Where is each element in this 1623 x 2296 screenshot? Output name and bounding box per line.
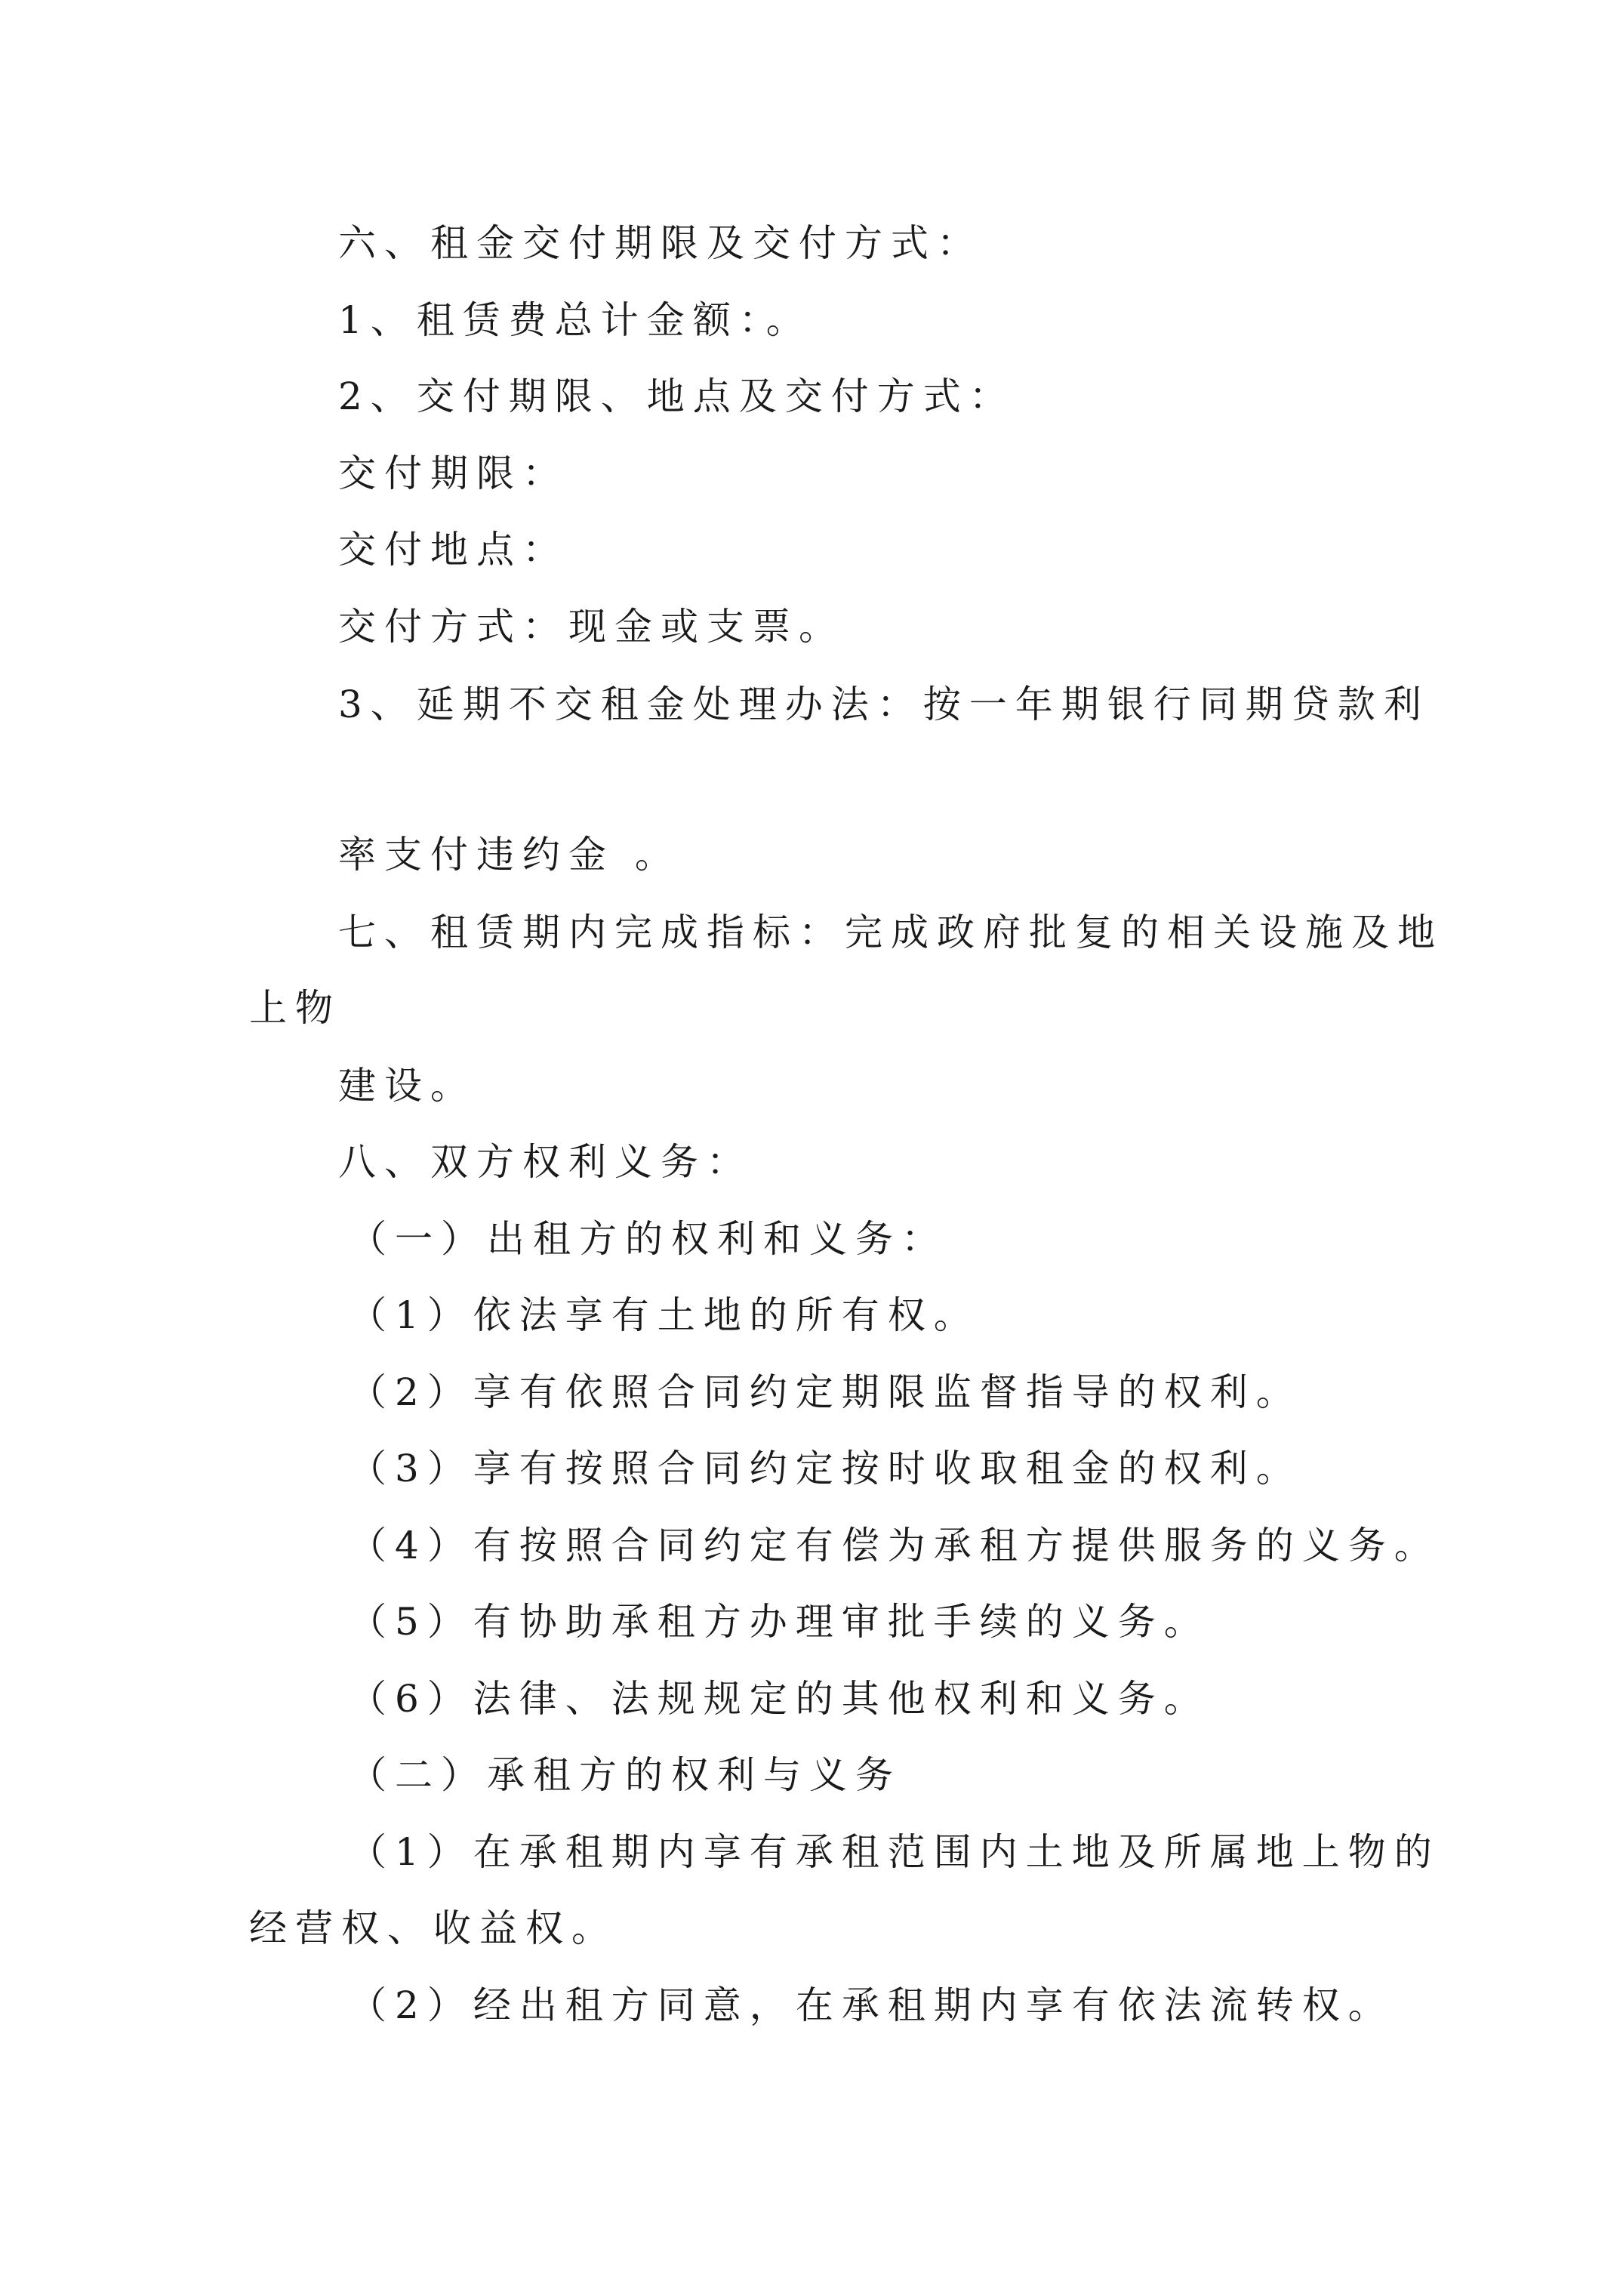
lessor-item-5: （5）有协助承租方办理审批手续的义务。 — [349, 1600, 1210, 1644]
section-7-cont-2: 建设。 — [338, 1064, 476, 1108]
lessor-rights-heading: （一）出租方的权利和义务： — [349, 1217, 947, 1261]
section-8-heading: 八、双方权利义务： — [338, 1140, 753, 1184]
payment-deadline: 交付期限： — [338, 451, 568, 495]
late-payment-clause-cont: 率支付违约金 。 — [338, 833, 681, 877]
section-7-cont: 上物 — [249, 986, 341, 1030]
lessor-item-4: （4）有按照合同约定有偿为承租方提供服务的义务。 — [349, 1524, 1440, 1567]
section-6-heading: 六、租金交付期限及交付方式： — [338, 221, 983, 265]
lessee-item-2: （2）经出租方同意，在承租期内享有依法流转权。 — [349, 1983, 1394, 2027]
lessee-rights-heading: （二）承租方的权利与义务 — [349, 1753, 901, 1797]
lessor-item-1: （1）依法享有土地的所有权。 — [349, 1293, 980, 1337]
late-payment-clause: 3、延期不交租金处理办法：按一年期银行同期贷款利 — [338, 683, 1430, 726]
section-7-heading: 七、租赁期内完成指标：完成政府批复的相关设施及地 — [338, 911, 1443, 954]
lessor-item-6: （6）法律、法规规定的其他权利和义务。 — [349, 1677, 1210, 1721]
payment-terms-heading: 2、交付期限、地点及交付方式： — [338, 374, 1015, 418]
lessor-item-2: （2）享有依照合同约定期限监督指导的权利。 — [349, 1370, 1302, 1414]
payment-method: 交付方式：现金或支票。 — [338, 605, 845, 649]
lessee-item-1-cont: 经营权、收益权。 — [249, 1906, 617, 1950]
rent-total-amount: 1、租赁费总计金额：。 — [338, 298, 812, 342]
payment-location: 交付地点： — [338, 528, 568, 572]
lessor-item-3: （3）享有按照合同约定按时收取租金的权利。 — [349, 1447, 1302, 1490]
lessee-item-1: （1）在承租期内享有承租范围内土地及所属地上物的 — [349, 1830, 1440, 1874]
